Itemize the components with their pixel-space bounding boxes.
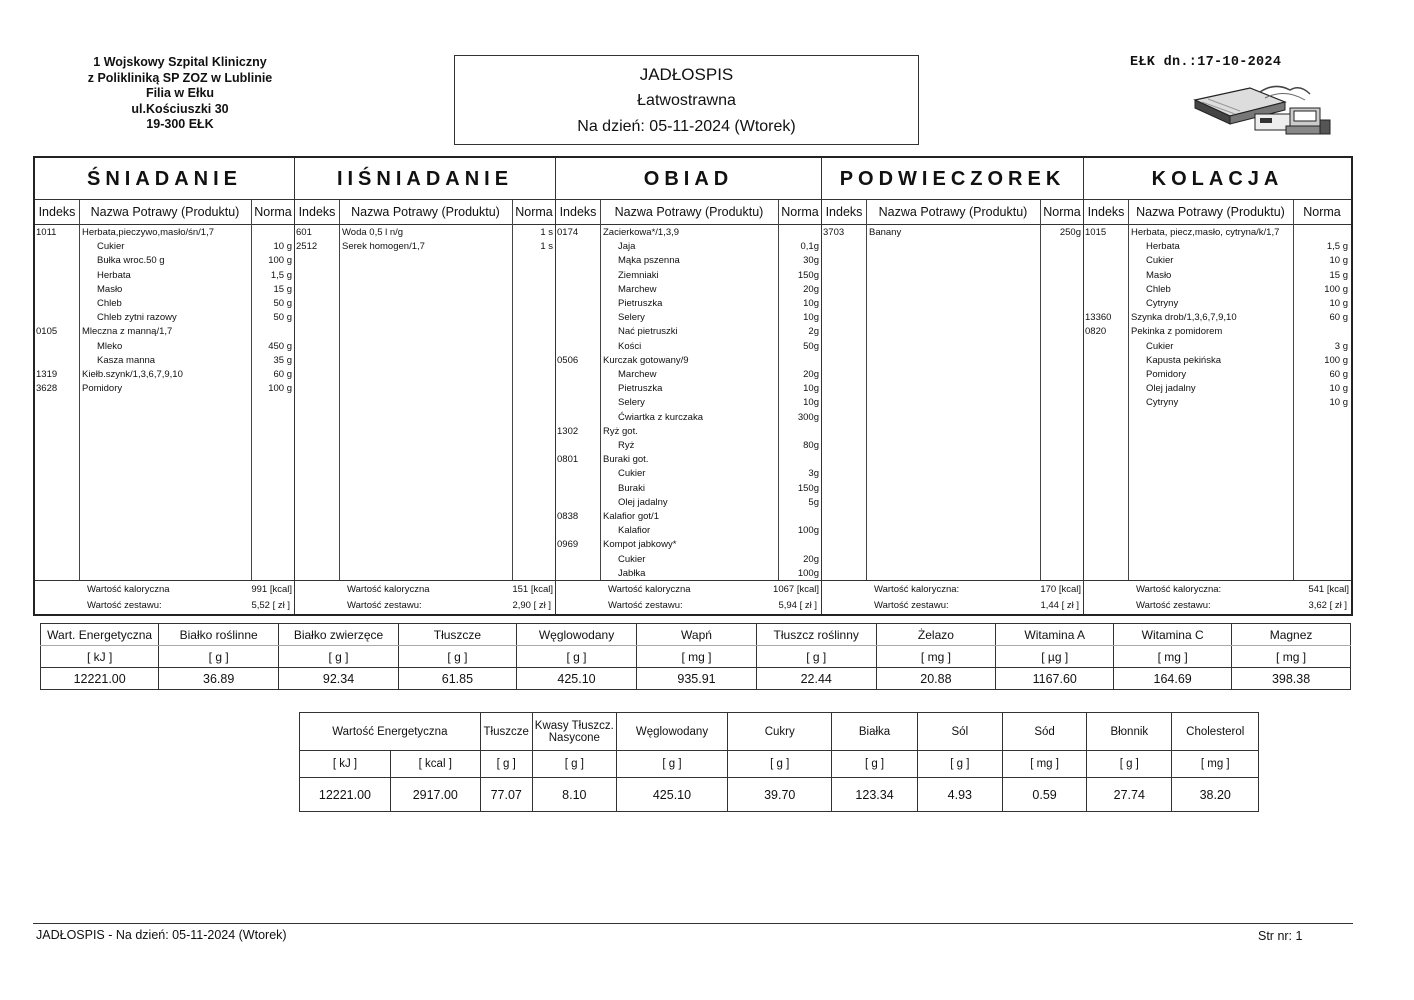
issue-date: EŁK dn.:17-10-2024 [1130, 55, 1282, 70]
summary-value: 2917.00 [390, 778, 480, 812]
item-norm: 2g [808, 326, 819, 338]
item-name: Pomidory [1146, 369, 1187, 380]
item-index: 0969 [557, 539, 579, 551]
summary-header: Węglowodany [616, 713, 727, 751]
nutrient-unit: [ mg ] [637, 646, 757, 668]
calorie-value: 541 [kcal] [1308, 584, 1349, 595]
item-name: Selery [618, 397, 645, 409]
item-norm: 1 s [540, 241, 553, 253]
cost-label: Wartość zestawu: [1136, 600, 1211, 611]
item-name: Mleko [97, 340, 123, 352]
diet-name: Łatwostrawna [637, 92, 736, 109]
item-norm: 60 g [1329, 369, 1348, 380]
item-norm: 20g [803, 369, 819, 380]
hospital-address [40, 55, 320, 133]
summary-header: Cukry [728, 713, 832, 751]
nutrient-table-main [40, 623, 1351, 690]
meal-title: PODWIECZOREK [822, 158, 1083, 200]
item-name: Buraki [618, 482, 645, 494]
item-name: Masło [1146, 269, 1172, 281]
nutrient-unit: [ mg ] [1114, 646, 1232, 668]
item-index: 0506 [557, 354, 579, 366]
column-divider [866, 200, 867, 580]
nutrient-unit: [ mg ] [876, 646, 996, 668]
item-norm: 10 g [1329, 255, 1348, 267]
name-column-header: Nazwa Potrawy (Produktu) [600, 200, 778, 225]
summary-value: 8.10 [532, 778, 616, 812]
nutrient-unit: [ g ] [398, 646, 516, 668]
item-name: Jabłka [618, 567, 646, 579]
item-name: Kasza manna [97, 354, 156, 366]
index-column-header: Indeks [556, 200, 600, 225]
item-name: Buraki got. [603, 454, 649, 466]
item-norm: 10g [803, 397, 819, 409]
nutrient-value: 12221.00 [41, 668, 159, 690]
item-norm: 100 g [1324, 283, 1348, 295]
name-column-header: Nazwa Potrawy (Produktu) [339, 200, 512, 225]
column-divider [1128, 200, 1129, 580]
item-norm: 3 g [1334, 340, 1348, 352]
item-name: Kiełb.szynk/1,3,6,7,9,10 [82, 369, 183, 380]
meal-column [295, 158, 556, 614]
item-name: Kalafior [618, 525, 651, 537]
nutrient-unit: [ kJ ] [41, 646, 159, 668]
item-name: Cukier [618, 553, 646, 565]
summary-value: 38.20 [1172, 778, 1259, 812]
summary-header: Kwasy Tłuszcz. Nasycone [532, 713, 616, 751]
item-name: Olej jadalny [1146, 383, 1196, 395]
footer-divider [33, 923, 1353, 924]
nutrient-unit-row [41, 646, 1351, 668]
summary-unit: [ g ] [616, 751, 727, 778]
item-norm: 150g [797, 482, 819, 494]
summary-unit: [ g ] [532, 751, 616, 778]
meal-title: OBIAD [556, 158, 821, 200]
summary-value: 425.10 [616, 778, 727, 812]
nutrient-unit: [ g ] [159, 646, 279, 668]
nutrient-value: 20.88 [876, 668, 996, 690]
item-norm: 1,5 g [1326, 241, 1348, 253]
item-norm: 0,1g [800, 241, 819, 253]
item-name: Olej jadalny [618, 496, 668, 508]
item-norm: 10g [803, 383, 819, 395]
cost-value: 5,94 [ zł ] [778, 600, 817, 611]
nutrient-unit: [ g ] [279, 646, 399, 668]
summary-unit: [ kcal ] [390, 751, 480, 778]
cost-label: Wartość zestawu: [347, 600, 422, 611]
cost-label: Wartość zestawu: [874, 600, 949, 611]
meal-title: KOLACJA [1084, 158, 1351, 200]
item-norm: 35 g [273, 354, 292, 366]
item-name: Mąka pszenna [618, 255, 680, 267]
summary-value: 12221.00 [300, 778, 391, 812]
cost-value: 5,52 [ zł ] [251, 600, 290, 611]
item-norm: 450 g [268, 340, 292, 352]
nutrient-header: Witamina A [996, 624, 1114, 646]
meal-title: IIŚNIADANIE [295, 158, 555, 200]
menu-date: Na dzień: 05-11-2024 (Wtorek) [577, 118, 796, 135]
item-index: 13360 [1085, 312, 1112, 324]
item-norm: 150g [797, 269, 819, 281]
item-name: Chleb [1146, 283, 1171, 295]
nutrient-header: Magnez [1232, 624, 1351, 646]
summary-value: 27.74 [1087, 778, 1172, 812]
item-norm: 10g [803, 298, 819, 309]
item-name: Cytryny [1146, 397, 1179, 409]
nutrient-value: 22.44 [756, 668, 876, 690]
nutrient-header: Witamina C [1114, 624, 1232, 646]
nutrient-value: 398.38 [1232, 668, 1351, 690]
item-name: Kompot jabkowy* [603, 539, 677, 551]
calorie-label: Wartość kaloryczna [347, 584, 430, 595]
footer-title: JADŁOSPIS - Na dzień: 05-11-2024 (Wtorek) [36, 928, 287, 942]
calorie-value: 991 [kcal] [251, 584, 292, 595]
cost-value: 3,62 [ zł ] [1308, 600, 1347, 611]
summary-divider [35, 580, 294, 581]
calorie-label: Wartość kaloryczna: [874, 584, 960, 595]
nutrient-header: Białko roślinne [159, 624, 279, 646]
nutrient-value-row [41, 668, 1351, 690]
nutrient-header: Białko zwierzęce [279, 624, 399, 646]
nutrient-value: 92.34 [279, 668, 399, 690]
item-norm: 100g [797, 567, 819, 579]
item-name: Ryż [618, 440, 635, 451]
item-index: 0820 [1085, 326, 1107, 338]
item-norm: 1 s [540, 227, 553, 238]
item-index: 1319 [36, 369, 58, 380]
summary-header: Cholesterol [1172, 713, 1259, 751]
item-index: 2512 [296, 241, 318, 253]
summary-unit: [ kJ ] [300, 751, 391, 778]
summary-unit: [ mg ] [1172, 751, 1259, 778]
column-divider [512, 200, 513, 580]
norm-column-header: Norma [1293, 200, 1351, 225]
item-name: Ćwiartka z kurczaka [618, 411, 703, 423]
item-norm: 80g [803, 440, 819, 451]
summary-divider [822, 580, 1083, 581]
meal-table [33, 156, 1353, 616]
item-norm: 60 g [1329, 312, 1348, 324]
item-name: Pietruszka [618, 383, 663, 395]
summary-unit-row [300, 751, 1259, 778]
nutrient-header: Wart. Energetyczna [41, 624, 159, 646]
summary-header: Sód [1002, 713, 1086, 751]
nutrient-value: 1167.60 [996, 668, 1114, 690]
page-title: JADŁOSPIS [639, 65, 734, 84]
calorie-label: Wartość kaloryczna [608, 584, 691, 595]
item-index: 3628 [36, 383, 58, 395]
item-index: 0801 [557, 454, 579, 466]
page-number: Str nr: 1 [1258, 929, 1303, 943]
summary-unit: [ g ] [917, 751, 1002, 778]
item-norm: 10g [803, 312, 819, 324]
hospital-line: 19-300 EŁK [146, 117, 214, 131]
column-divider [79, 200, 80, 580]
item-norm: 10 g [273, 241, 292, 253]
item-norm: 50 g [273, 312, 292, 324]
item-index: 601 [296, 227, 312, 238]
item-name: Pekinka z pomidorem [1131, 326, 1223, 338]
nutrient-unit: [ µg ] [996, 646, 1114, 668]
cost-value: 1,44 [ zł ] [1040, 600, 1079, 611]
cost-label: Wartość zestawu: [87, 600, 162, 611]
item-index: 1015 [1085, 227, 1107, 238]
hospital-line: ul.Kościuszki 30 [131, 101, 229, 116]
item-norm: 250g [1059, 227, 1081, 238]
calorie-label: Wartość kaloryczna [87, 584, 170, 595]
item-norm: 50 g [273, 298, 292, 309]
item-name: Kości [618, 340, 642, 352]
summary-value: 0.59 [1002, 778, 1086, 812]
summary-value-row [300, 778, 1259, 812]
item-name: Marchew [618, 283, 657, 295]
item-norm: 20g [803, 283, 819, 295]
item-name: Woda 0,5 l n/g [342, 227, 404, 238]
summary-header: Błonnik [1087, 713, 1172, 751]
nutrient-value: 61.85 [398, 668, 516, 690]
name-column-header: Nazwa Potrawy (Produktu) [79, 200, 251, 225]
item-name: Herbata,pieczywo,masło/śn/1,7 [82, 227, 215, 238]
item-index: 3703 [823, 227, 845, 238]
nutrient-header: Węglowodany [516, 624, 636, 646]
summary-unit: [ g ] [728, 751, 832, 778]
nutrient-value: 425.10 [516, 668, 636, 690]
item-name: Bułka wroc.50 g [97, 255, 165, 267]
summary-header: Tłuszcze [480, 713, 532, 751]
item-name: Cukier [1146, 255, 1174, 267]
item-norm: 5g [808, 496, 819, 508]
item-name: Ryż got. [603, 425, 638, 437]
index-column-header: Indeks [35, 200, 79, 225]
cost-label: Wartość zestawu: [608, 600, 683, 611]
item-norm: 20g [803, 553, 819, 565]
calorie-value: 151 [kcal] [512, 584, 553, 595]
cost-value: 2,90 [ zł ] [512, 600, 551, 611]
item-norm: 100 g [268, 383, 292, 395]
meal-column [1084, 158, 1351, 614]
nutrient-header: Wapń [637, 624, 757, 646]
summary-header: Białka [832, 713, 917, 751]
item-norm: 15 g [1329, 269, 1348, 281]
summary-header: Sól [917, 713, 1002, 751]
item-name: Herbata, piecz,masło, cytryna/k/1,7 [1131, 227, 1280, 238]
item-norm: 300g [797, 411, 819, 423]
calorie-value: 1067 [kcal] [773, 584, 819, 595]
calorie-value: 170 [kcal] [1040, 584, 1081, 595]
nutrient-header: Żelazo [876, 624, 996, 646]
item-name: Herbata [1146, 241, 1180, 253]
item-norm: 60 g [273, 369, 292, 380]
summary-header-row [300, 713, 1259, 751]
norm-column-header: Norma [778, 200, 822, 225]
column-divider [1040, 200, 1041, 580]
item-norm: 100g [797, 525, 819, 537]
item-name: Marchew [618, 369, 657, 380]
index-column-header: Indeks [822, 200, 866, 225]
item-name: Cukier [1146, 340, 1174, 352]
item-name: Chleb zytni razowy [97, 312, 177, 324]
hospital-line: 1 Wojskowy Szpital Kliniczny [93, 55, 267, 69]
item-norm: 1,5 g [270, 269, 292, 281]
column-divider [339, 200, 340, 580]
meal-column [35, 158, 295, 614]
nutrient-header: Tłuszcz roślinny [756, 624, 876, 646]
item-name: Banany [869, 227, 902, 238]
item-norm: 3g [808, 468, 819, 480]
index-column-header: Indeks [1084, 200, 1128, 225]
item-name: Selery [618, 312, 645, 324]
book-printer-icon [1190, 80, 1335, 138]
item-index: 1302 [557, 425, 579, 437]
summary-unit: [ g ] [480, 751, 532, 778]
summary-divider [556, 580, 821, 581]
name-column-header: Nazwa Potrawy (Produktu) [866, 200, 1040, 225]
nutrient-header-row [41, 624, 1351, 646]
item-index: 1011 [36, 227, 57, 238]
item-name: Cytryny [1146, 298, 1179, 309]
summary-divider [295, 580, 555, 581]
column-divider [600, 200, 601, 580]
item-norm: 15 g [273, 283, 292, 295]
norm-column-header: Norma [251, 200, 295, 225]
item-name: Chleb [97, 298, 122, 309]
hospital-line: z Polikliniką SP ZOZ w Lublinie [87, 70, 273, 85]
meal-column [822, 158, 1084, 614]
item-name: Kurczak gotowany/9 [603, 354, 689, 366]
meal-column [556, 158, 822, 614]
summary-unit: [ g ] [1087, 751, 1172, 778]
item-index: 0105 [36, 326, 58, 338]
meal-title: ŚNIADANIE [35, 158, 294, 200]
nutrient-value: 935.91 [637, 668, 757, 690]
hospital-line: Filia w Ełku [145, 86, 215, 100]
name-column-header: Nazwa Potrawy (Produktu) [1128, 200, 1293, 225]
item-norm: 50g [803, 340, 819, 352]
calorie-label: Wartość kaloryczna: [1136, 584, 1222, 595]
item-name: Kapusta pekińska [1146, 354, 1221, 366]
item-name: Masło [97, 283, 123, 295]
summary-unit: [ mg ] [1002, 751, 1086, 778]
item-name: Pomidory [82, 383, 123, 395]
item-name: Szynka drob/1,3,6,7,9,10 [1131, 312, 1237, 324]
item-name: Zacierkowa*/1,3,9 [603, 227, 680, 238]
norm-column-header: Norma [1040, 200, 1084, 225]
item-norm: 10 g [1329, 383, 1348, 395]
norm-column-header: Norma [512, 200, 556, 225]
item-norm: 100 g [1324, 354, 1348, 366]
nutrient-unit: [ g ] [516, 646, 636, 668]
item-name: Cukier [618, 468, 646, 480]
summary-unit: [ g ] [832, 751, 917, 778]
item-name: Jaja [618, 241, 636, 253]
item-index: 0838 [557, 511, 579, 522]
nutrient-value: 164.69 [1114, 668, 1232, 690]
nutrient-value: 36.89 [159, 668, 279, 690]
title-box [454, 55, 919, 145]
item-name: Serek homogen/1,7 [342, 241, 425, 253]
summary-value: 77.07 [480, 778, 532, 812]
nutrient-header: Tłuszcze [398, 624, 516, 646]
item-name: Ziemniaki [618, 269, 659, 281]
summary-divider [1084, 580, 1351, 581]
item-name: Cukier [97, 241, 125, 253]
item-name: Herbata [97, 269, 131, 281]
item-norm: 100 g [268, 255, 292, 267]
nutrient-unit: [ g ] [756, 646, 876, 668]
nutrient-table-summary [299, 712, 1259, 812]
summary-value: 123.34 [832, 778, 917, 812]
item-name: Mleczna z manną/1,7 [82, 326, 173, 338]
index-column-header: Indeks [295, 200, 339, 225]
summary-header: Wartość Energetyczna [300, 713, 481, 751]
summary-value: 4.93 [917, 778, 1002, 812]
item-norm: 10 g [1329, 298, 1348, 309]
nutrient-unit: [ mg ] [1232, 646, 1351, 668]
item-name: Pietruszka [618, 298, 663, 309]
item-norm: 10 g [1329, 397, 1348, 409]
item-index: 0174 [557, 227, 579, 238]
item-name: Nać pietruszki [618, 326, 678, 338]
summary-value: 39.70 [728, 778, 832, 812]
item-name: Kalafior got/1 [603, 511, 659, 522]
item-norm: 30g [803, 255, 819, 267]
